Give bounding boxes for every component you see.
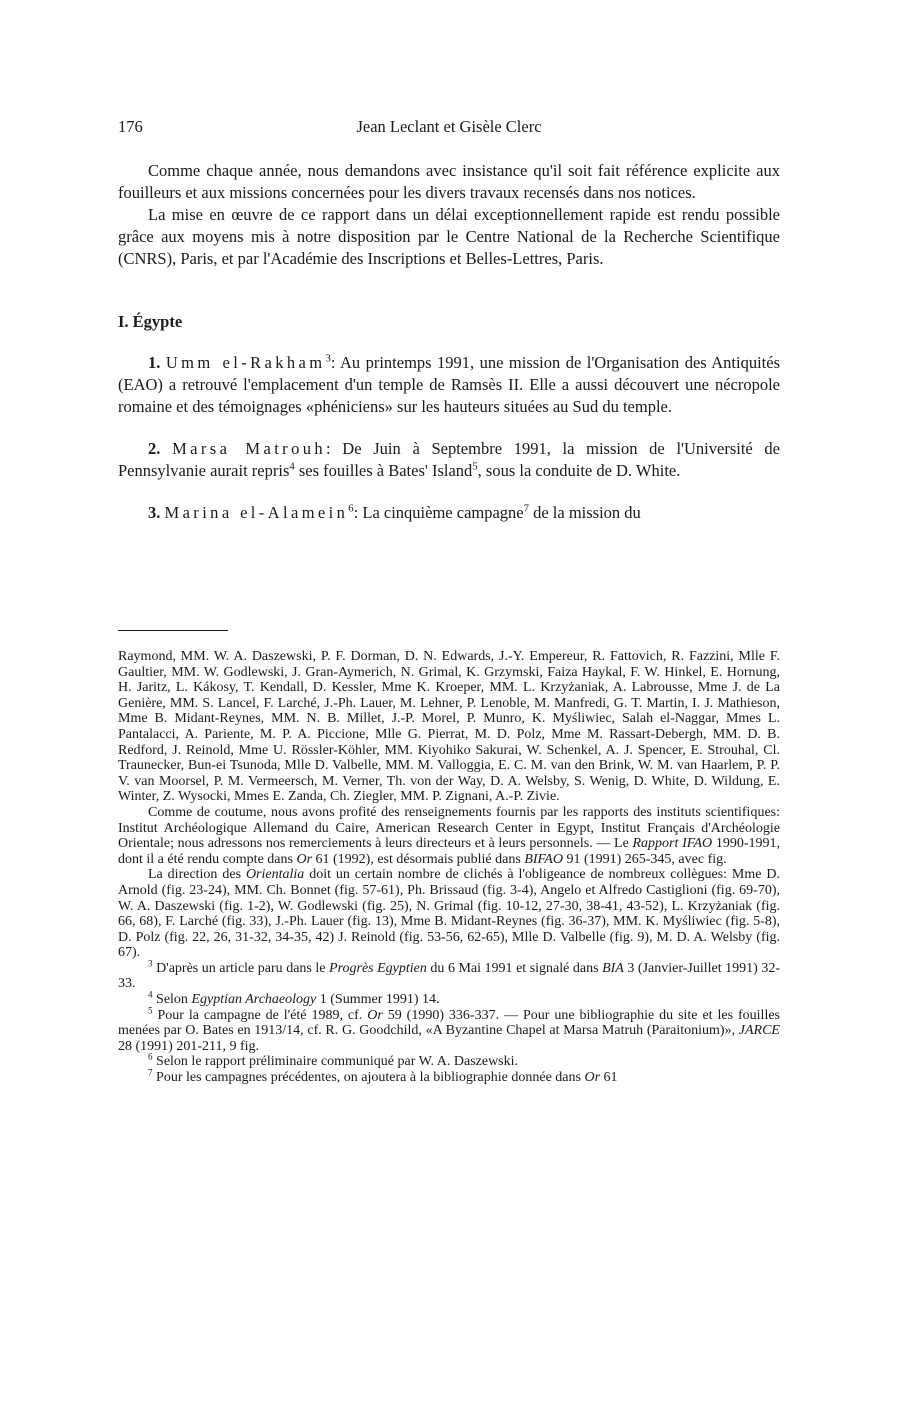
page-header — [118, 117, 780, 139]
footnote-ref: 7 — [523, 502, 529, 515]
main-text — [118, 160, 780, 524]
footnote-4: $^4$ Selon Egyptian Archaeology 1 (Summer 1991) 14. — [148, 989, 440, 1008]
section-heading: I. Égypte — [118, 312, 183, 331]
entry-text: , sous la conduite de D. White. — [477, 461, 681, 480]
entry-text: : Au printemps 1991, une mission de l'Organisation des Antiquités (EAO) a retrouvé l'emplacement d'un temple de Ramsès II. Elle a aussi découvert une nécropole romaine et des témoignages «phéniciens» sur les hauteurs situées au Sud du temple. — [118, 353, 780, 416]
footnote-3: $^3$ D'après un article paru dans le Progrès Egyptien du 6 Mai 1991 et signalé dans BIA 3 (Janvier-Juillet 1991) 32-33. — [118, 958, 780, 992]
footnote-coutume: Comme de coutume, nous avons profité des renseignements fournis par les rapports des instituts scientifiques: Institut Archéologique Allemand du Caire, American Research Center in Egypt, Institut Français d'Archéologie Orientale; nous adressons nos remerciements à leurs directeurs et à leurs personnels. — Le Rapport IFAO 1990-1991, dont il a été rendu compte dans Or 61 (1992), est désormais publié dans BIFAO 91 (1991) 265-345, avec fig. — [118, 804, 780, 867]
entry-marsa-matrouh — [118, 438, 780, 482]
entry-text: : De Juin à Septembre 1991, la mission de l'Université de Pennsylvanie aurait repris — [118, 439, 780, 480]
footnote-ref: 4 — [289, 460, 295, 473]
footnote-6: $^6$ Selon le rapport préliminaire communiqué par W. A. Daszewski. — [148, 1051, 519, 1070]
entry-place: Marsa Matrouh — [172, 439, 327, 458]
page-number: 176 — [118, 117, 143, 136]
footnote-ref: 3 — [325, 352, 331, 365]
entry-number: 1. — [148, 353, 161, 372]
footnote-7: $^7$ Pour les campagnes précédentes, on ajoutera à la bibliographie donnée dans Or 61 — [148, 1067, 618, 1086]
entry-number: 2. — [148, 439, 161, 458]
footnote-direction: La direction des Orientalia doit un certain nombre de clichés à l'obligeance de nombreux collègues: Mme D. Arnold (fig. 23-24), MM. Ch. Bonnet (fig. 57-61), Ph. Brissaud (fig. 3-4), Angelo et Alfredo Castiglioni (fig. 69-70), W. A. Daszewski (fig. 1-2), W. Godlewski (fig. 25), N. Grimal (fig. 10-12, 27-30, 38-41, 43-52), L. Krzyżaniak (fig. 66, 68), F. Larché (fig. 33), J.-Ph. Lauer (fig. 13), Mme B. Midant-Reynes (fig. 36-37), MM. K. Myśliwiec (fig. 5-8), D. Polz (fig. 22, 26, 31-32, 34-35, 42) J. Reinold (fig. 53-56, 62-65), Mlle D. Valbelle (fig. 9), M. D. A. Welsby (fig. 67). — [118, 867, 781, 961]
entry-place: Umm el-Rakham — [165, 353, 326, 372]
entry-text: : La cinquième campagne — [353, 503, 524, 522]
intro-paragraph-1: Comme chaque année, nous demandons avec insistance qu'il soit fait référence explicite aux fouilleurs et aux missions concernées pour les divers travaux recensés dans nos notices. — [118, 161, 780, 202]
entry-marina-el-alamein — [118, 502, 780, 524]
entry-place: Marina el-Alamein — [164, 503, 349, 522]
entry-number: 3. — [148, 503, 161, 522]
footnote-5: $^5$ Pour la campagne de l'été 1989, cf. Or 59 (1990) 336-337. — Pour une bibliographie du site et les fouilles menées par O. Bates en 1913/14, cf. R. G. Goodchild, «A Byzantine Chapel at Marsa Matruh (Paraitonium)», JARCE 28 (1991) 201-211, 9 fig. — [118, 1005, 780, 1054]
entry-umm-el-rakham — [118, 352, 780, 418]
entry-text: ses fouilles à Bates' Island — [294, 461, 473, 480]
footnotes — [118, 649, 780, 1086]
footnote-continued: Raymond, MM. W. A. Daszewski, P. F. Dorman, D. N. Edwards, J.-Y. Empereur, R. Fattovich, R. Fazzini, Mlle F. Gaultier, MM. W. Godlewski, J. Gran-Aymerich, N. Grimal, K. Grzymski, Faiza Haykal, F. W. Hinkel, E. Hornung, H. Jaritz, L. Kákosy, T. Kendall, D. Kessler, Mme K. Kroeper, MM. L. Krzyżaniak, A. Labrousse, Mme J. de La Genière, MM. S. Lancel, F. Larché, J.-Ph. Lauer, M. Lehner, P. Lenoble, M. Manfredi, G. T. Martin, I. J. Mathieson, Mme B. Midant-Reynes, MM. N. B. Millet, J.-P. Morel, P. Munro, K. Myśliwiec, Salah el-Naggar, Mmes L. Pantalacci, A. Pariente, M. P. A. Piccione, Mlle G. Pierrat, M. D. Polz, Mme M. Rassart-Debergh, MM. D. B. Redford, J. Reinold, Mme U. Rössler-Köhler, MM. Kiyohiko Sakurai, W. Schenkel, A. J. Spencer, E. Strouhal, Cl. Traunecker, Bun-ei Tsunoda, Mlle D. Valbelle, MM. M. Valloggia, E. C. M. van den Brink, W. M. van Haarlem, P. P. V. van Moorsel, P. M. Vermeersch, M. Verner, Th. von der Way, D. A. Welsby, S. Wenig, D. White, D. Wildung, E. Winter, Z. Wysocki, Mmes E. Zanda, Ch. Ziegler, MM. P. Zignani, A.-P. Zivie. — [118, 649, 780, 805]
entry-text: de la mission du — [528, 503, 641, 522]
footnote-ref: 6 — [348, 502, 354, 515]
footnote-ref: 5 — [472, 460, 478, 473]
footnote-rule — [118, 630, 228, 631]
intro-paragraph-2: La mise en œuvre de ce rapport dans un délai exceptionnellement rapide est rendu possible grâce aux moyens mis à notre disposition par le Centre National de la Recherche Scientifique (CNRS), Paris, et par l'Académie des Inscriptions et Belles-Lettres, Paris. — [118, 205, 780, 268]
running-head: Jean Leclant et Gisèle Clerc — [356, 117, 542, 136]
